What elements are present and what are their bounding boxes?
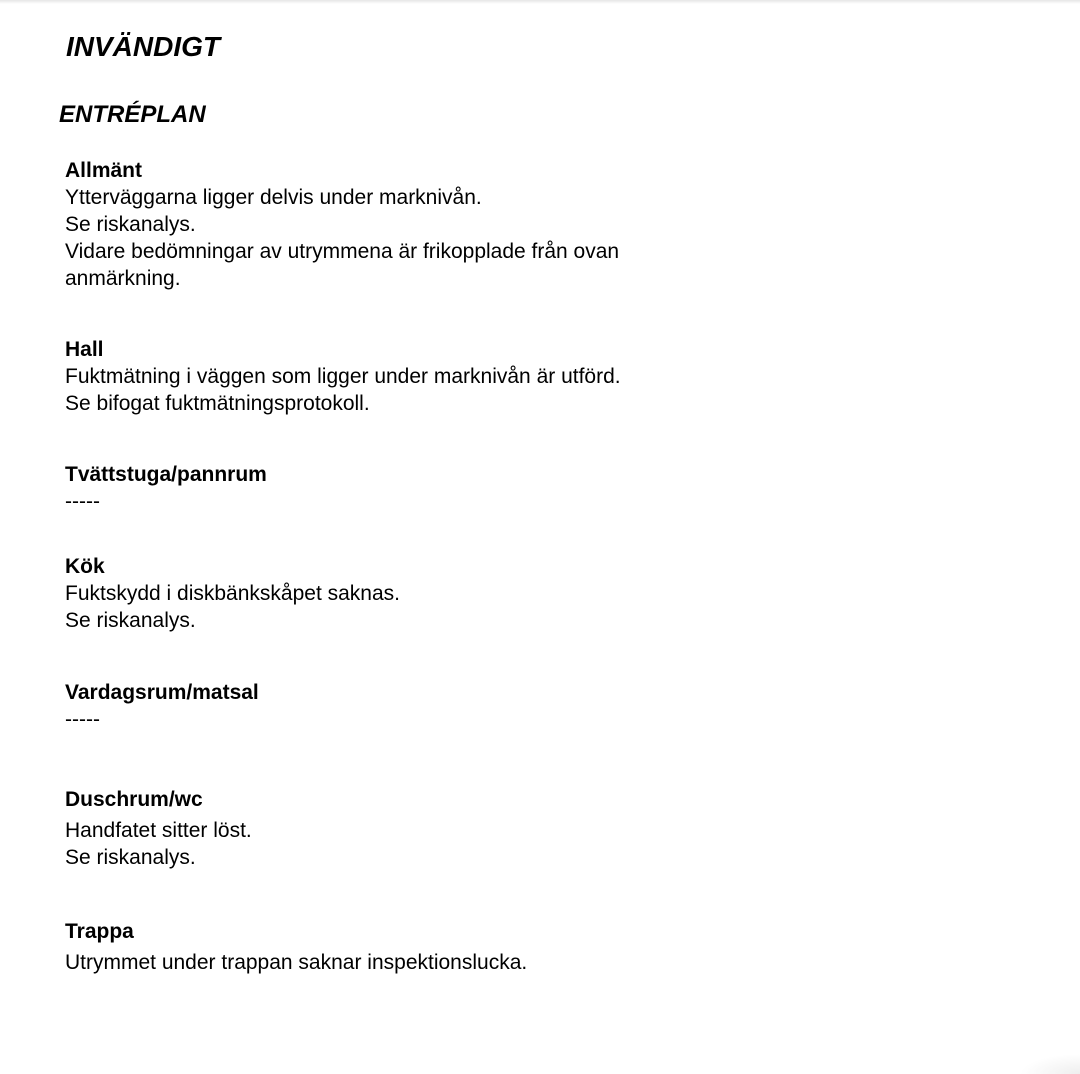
section-title: ENTRÉPLAN	[59, 101, 206, 128]
document-title: INVÄNDIGT	[66, 31, 220, 62]
room-section-tvattstuga	[65, 461, 885, 515]
room-heading: Hall	[65, 338, 104, 361]
room-text-line: anmärkning.	[65, 267, 181, 290]
room-text-line: Vidare bedömningar av utrymmena är frikopplade från ovan	[65, 240, 620, 263]
room-text-line: Handfatet sitter löst.	[65, 819, 252, 842]
room-text-line: Se riskanalys.	[65, 609, 196, 632]
page-corner-shadow	[1020, 1054, 1080, 1074]
room-text-line: Utrymmet under trappan saknar inspektionslucka.	[65, 951, 528, 974]
room-text-line: Se bifogat fuktmätningsprotokoll.	[65, 392, 370, 415]
room-text-line: -----	[65, 490, 100, 513]
room-section-kok	[65, 553, 885, 634]
room-heading: Allmänt	[65, 159, 143, 182]
room-heading: Vardagsrum/matsal	[65, 681, 259, 704]
room-text-line: -----	[65, 708, 100, 731]
room-heading: Duschrum/wc	[65, 788, 203, 811]
room-text-line: Se riskanalys.	[65, 213, 196, 236]
room-text-line: Ytterväggarna ligger delvis under marknivån.	[65, 186, 482, 209]
room-section-allmant	[65, 157, 885, 292]
page-top-edge	[0, 0, 1080, 4]
room-section-vardagsrum	[65, 679, 885, 733]
room-text-line: Se riskanalys.	[65, 846, 196, 869]
room-text-line: Fuktskydd i diskbänkskåpet saknas.	[65, 582, 400, 605]
room-section-trappa	[65, 918, 885, 976]
room-text-line: Fuktmätning i väggen som ligger under marknivån är utförd.	[65, 365, 621, 388]
room-section-hall	[65, 336, 885, 417]
room-heading: Trappa	[65, 920, 134, 943]
room-heading: Tvättstuga/pannrum	[65, 463, 267, 486]
room-section-duschrum	[65, 786, 885, 871]
room-heading: Kök	[65, 555, 105, 578]
